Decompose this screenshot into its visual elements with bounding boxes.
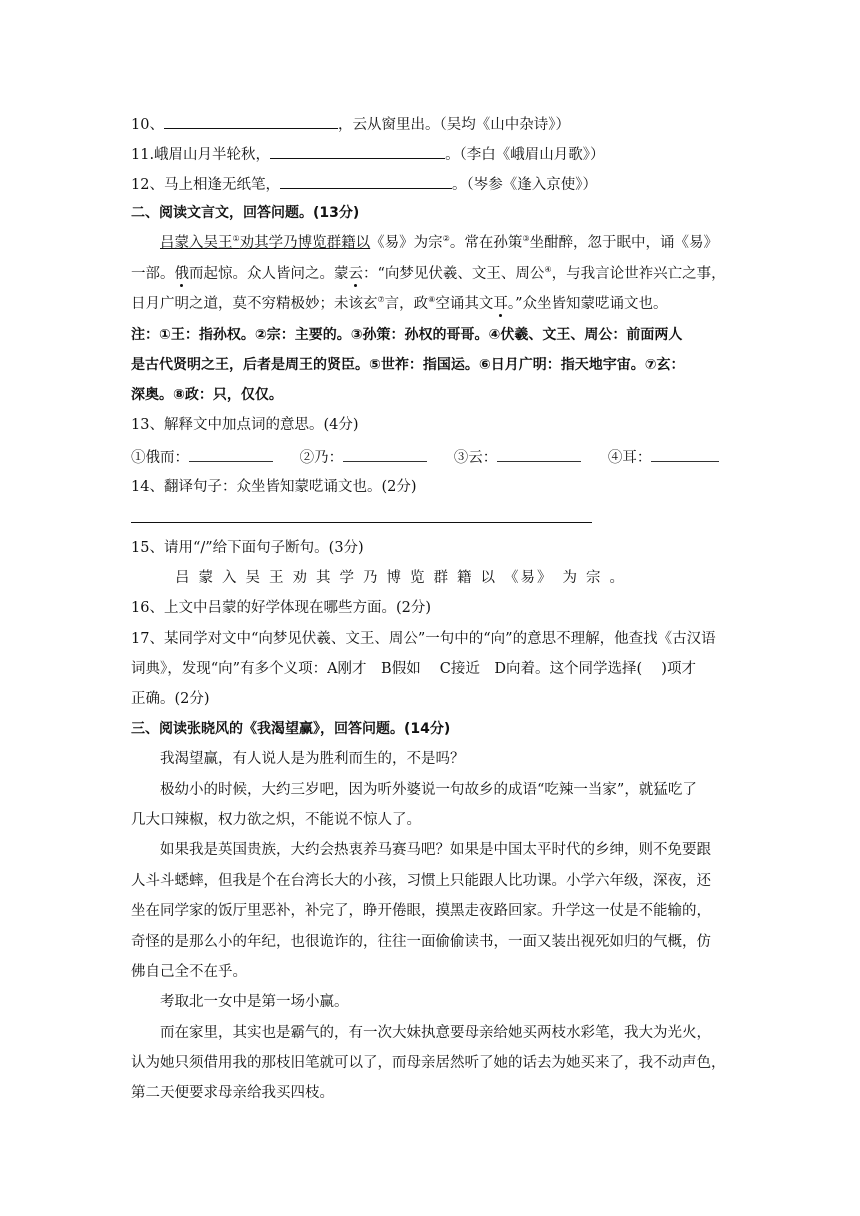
essay-line: 佛自己全不在乎。 <box>131 964 247 980</box>
question-11: 11.峨眉山月半轮秋， 。（李白《峨眉山月歌》） <box>131 143 742 165</box>
passage-line: 吕蒙入吴王①劝其学乃博览群籍以《易》为宗②。常在孙策③坐酣醉，忽于眠中，诵《易》 <box>160 234 719 251</box>
question-16: 16、上文中吕蒙的好学体现在哪些方面。(2分) <box>131 600 431 616</box>
question-17-line: 17、某同学对文中“向梦见伏羲、文王、周公”一句中的“向”的意思不理解，他查找《古汉语 <box>131 631 716 647</box>
essay-line: 坐在同学家的饭厅里恶补，补完了，睁开倦眼，摸黑走夜路回家。升学这一仗是不能输的， <box>131 903 711 919</box>
question-15-sentence: 吕蒙入吴王劝其学乃博览群籍以《易》 为宗。 <box>175 570 633 586</box>
essay-line: 几大口辣椒，权力欲之炽，不能说不惊人了。 <box>131 812 421 828</box>
notes-line: 是古代贤明之王，后者是周王的贤臣。⑤世祚：指国运。⑥日月广明：指天地宇宙。⑦玄： <box>131 357 685 373</box>
essay-line: 极幼小的时候，大约三岁吧，因为听外婆说一句故乡的成语“吃辣一当家”，就猛吃了 <box>160 782 697 798</box>
essay-line: 而在家里，其实也是霸气的，有一次大妹执意要母亲给她买两枝水彩笔，我大为光火， <box>160 1025 711 1041</box>
answer-blank[interactable] <box>270 143 445 159</box>
essay-line: 人斗斗蟋蟀，但我是个在台湾长大的小孩，习惯上只能跟人比功课。小学六年级，深夜，还 <box>131 873 711 889</box>
essay-line: 如果我是英国贵族，大约会热衷养马赛马吧？如果是中国太平时代的乡绅，则不免要跟 <box>160 842 711 858</box>
essay-line: 奇怪的是那么小的年纪，也很诡诈的，往往一面偷偷读书，一面又装出视死如归的气概，仿 <box>131 934 711 950</box>
notes-line: 深奥。⑧政：只，仅仅。 <box>131 387 283 403</box>
section-2-title: 二、阅读文言文，回答问题。(13分) <box>131 205 360 221</box>
question-15: 15、请用“/”给下面句子断句。(3分) <box>131 540 364 556</box>
essay-line: 第二天便要求母亲给我买四枝。 <box>131 1085 334 1101</box>
answer-blank[interactable] <box>280 173 452 189</box>
notes-line: 注：①王：指孙权。②宗：主要的。③孙策：孙权的哥哥。④伏羲、文王、周公：前面两人 <box>131 327 683 343</box>
answer-blank[interactable] <box>343 446 427 462</box>
answer-blank[interactable] <box>164 113 338 129</box>
dotted-word: 俄 <box>174 266 189 282</box>
question-13-blanks: ①俄而： ②乃： ③云： ④耳： <box>131 446 742 468</box>
section-3-title: 三、阅读张晓风的《我渴望赢》，回答问题。(14分) <box>131 721 451 737</box>
essay-line: 认为她只须借用我的那枝旧笔就可以了，而母亲居然听了她的话去为她买来了，我不动声色， <box>131 1055 726 1071</box>
question-13: 13、解释文中加点词的意思。(4分) <box>131 417 359 433</box>
question-17-line: 词典》，发现“向”有多个义项：A刚才 B假如 C接近 D向着。这个同学选择( )项才 <box>131 661 696 677</box>
essay-line: 考取北一女中是第一场小赢。 <box>160 994 349 1010</box>
answer-line[interactable] <box>131 522 592 523</box>
answer-blank[interactable] <box>497 446 581 462</box>
dotted-word: 云 <box>348 266 363 282</box>
passage-line: 一部。俄而起惊。众人皆问之。蒙云：“向梦见伏羲、文王、周公④，与我言论世祚兴亡之事， <box>131 265 726 282</box>
question-12: 12、马上相逢无纸笔， 。（岑参《逢入京使》） <box>131 173 742 195</box>
answer-blank[interactable] <box>189 446 273 462</box>
question-14: 14、翻译句子：众坐皆知蒙呓诵文也。(2分) <box>131 479 417 495</box>
passage-line: 日月广明之道，莫不穷精极妙；未该玄⑦言，政⑧空诵其文耳。”众坐皆知蒙呓诵文也。 <box>131 295 668 312</box>
essay-line: 我渴望赢，有人说人是为胜利而生的，不是吗？ <box>160 751 465 767</box>
dotted-word: 耳 <box>493 296 508 312</box>
question-10: 10、 ，云从窗里出。（吴均《山中杂诗》） <box>131 113 742 135</box>
question-17-line: 正确。(2分) <box>131 691 210 707</box>
answer-blank[interactable] <box>651 446 719 462</box>
